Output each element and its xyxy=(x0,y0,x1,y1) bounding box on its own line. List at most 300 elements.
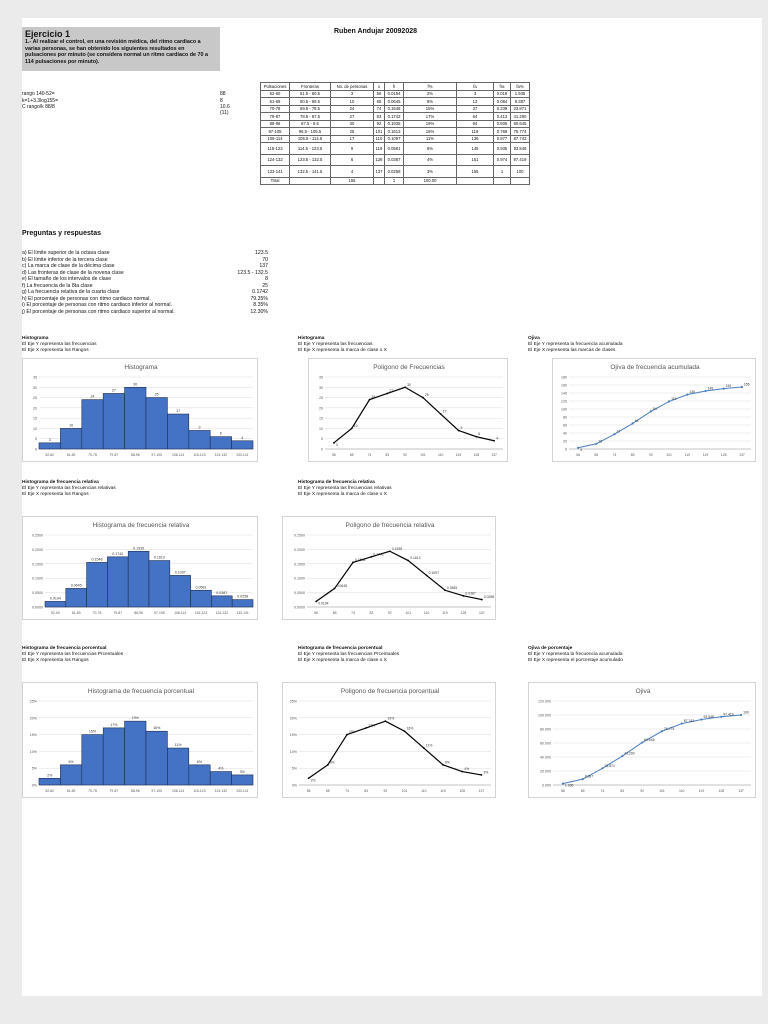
chart-heading-title: Histograma xyxy=(298,336,325,341)
qa-question: h) El porcentaje de personas con ritmo cardiaco normal. xyxy=(22,295,151,302)
chart-heading-title: Histograma de frecuencia porcentual xyxy=(298,646,383,651)
x-tick-label: 61-69 xyxy=(66,453,76,457)
table-cell: 83 xyxy=(374,113,385,121)
x-tick-label: 137 xyxy=(478,789,485,793)
data-label: 27 xyxy=(111,388,116,393)
y-tick-label: 160 xyxy=(561,383,567,388)
data-point xyxy=(740,714,742,716)
x-tick-label: 133-141 xyxy=(236,453,249,457)
data-point xyxy=(334,588,336,590)
chart-heading xyxy=(22,646,123,664)
x-tick-label: 70-78 xyxy=(88,453,97,457)
data-label: 3% xyxy=(483,770,489,775)
y-tick-label: 5% xyxy=(291,766,297,771)
chart-heading xyxy=(528,646,623,664)
x-tick-label: 101 xyxy=(420,453,426,457)
x-tick-label: 88-96 xyxy=(130,453,140,457)
bar xyxy=(45,601,66,607)
y-tick-label: 0.1000 xyxy=(294,576,305,581)
table-cell: 78.5 - 87.5 xyxy=(290,113,331,121)
table-cell: 16% xyxy=(404,128,457,136)
x-tick-label: 119 xyxy=(702,453,709,457)
y-tick-label: 0.1500 xyxy=(32,562,43,567)
table-cell: 24 xyxy=(331,105,374,113)
table-cell: 0.606 xyxy=(494,120,511,128)
data-label: 0.0645 xyxy=(70,583,82,588)
table-cell: 0.084 xyxy=(494,98,511,106)
table-row xyxy=(261,105,530,113)
chart-svg xyxy=(283,683,497,799)
calc-row: C rango/k 88/8 10.6 (11) xyxy=(22,104,230,116)
y-tick-label: 10 xyxy=(33,426,37,431)
data-label: 0.1613 xyxy=(153,555,165,560)
x-tick-label: 106-114 xyxy=(171,453,185,457)
y-tick-label: 0.000 xyxy=(542,783,551,788)
bar xyxy=(82,400,103,449)
data-label: 41.290 xyxy=(624,751,635,756)
table-cell: 11% xyxy=(404,135,457,143)
qa-question: c) La marca de clase de la décima clase xyxy=(22,263,115,269)
x-tick-label: 92 xyxy=(640,789,644,793)
chart-heading-title: Histograma xyxy=(22,336,49,341)
table-cell: 0.974 xyxy=(494,154,511,166)
chart-heading-y: El Eje Y representa las frecuencias xyxy=(22,342,97,347)
data-label: 27 xyxy=(389,388,394,393)
chart-title: Poligono de Frecuencias xyxy=(373,364,445,371)
calc-row: k=1+3.3log155= 8 xyxy=(22,97,223,104)
data-label: 0.0581 xyxy=(195,585,207,590)
data-label: 9 xyxy=(460,425,463,430)
y-tick-label: 25 xyxy=(33,396,37,401)
data-point xyxy=(404,730,406,732)
chart-svg xyxy=(23,359,259,463)
chart-heading xyxy=(298,336,387,354)
x-tick-label: 124-132 xyxy=(214,453,228,457)
x-tick-label: 97-105 xyxy=(151,453,162,457)
data-point xyxy=(440,413,442,415)
table-cell: 87.742 xyxy=(511,135,530,143)
data-label: 6% xyxy=(329,760,335,765)
x-tick-label: 101 xyxy=(401,789,408,793)
x-tick-label: 65 xyxy=(580,789,585,793)
table-cell: 119 xyxy=(457,128,494,136)
data-label: 0.0258 xyxy=(483,595,495,600)
table-cell: 137 xyxy=(374,166,385,178)
table-cell: 9 xyxy=(331,143,374,155)
qa-question: f) La frecuencia de la 8ta clase xyxy=(22,282,93,289)
chart-heading xyxy=(298,646,399,664)
chart-heading-x: El Eje X representa los Rangos xyxy=(22,348,89,353)
data-label: 0.1935 xyxy=(391,546,403,551)
data-label: 10 xyxy=(353,423,358,428)
chart-heading-x: El Eje X representa la marca de clase o X xyxy=(298,348,387,353)
chart-heading-y: El Eje Y representa las frecuencias Prcentuales xyxy=(22,652,124,657)
x-tick-label: 61-69 xyxy=(71,611,81,615)
bar xyxy=(82,735,103,785)
bar xyxy=(146,731,167,785)
y-tick-label: 35 xyxy=(33,375,37,380)
qa-question: a) El límite superior de la octava clase xyxy=(22,250,110,256)
bar xyxy=(103,728,124,785)
data-point xyxy=(352,562,354,564)
spreadsheet-page xyxy=(22,18,762,996)
data-label: 13 xyxy=(598,439,603,444)
x-tick-label: 79-87 xyxy=(113,611,123,615)
x-tick-label: 56 xyxy=(306,789,311,793)
y-tick-label: 0.0500 xyxy=(294,591,305,596)
y-tick-label: 10% xyxy=(29,749,37,754)
chart-5 xyxy=(282,516,496,620)
chart-3 xyxy=(552,358,756,462)
data-label: 37 xyxy=(616,429,621,434)
table-cell: 13 xyxy=(457,98,494,106)
y-tick-label: 5% xyxy=(31,766,37,771)
table-cell: 61-69 xyxy=(261,98,290,106)
data-point xyxy=(704,390,706,392)
y-tick-label: 0% xyxy=(31,783,37,788)
data-point xyxy=(493,440,495,442)
y-tick-label: 0.0000 xyxy=(294,605,305,610)
y-tick-label: 5 xyxy=(35,437,37,442)
table-cell: 115-123 xyxy=(261,143,290,155)
table-header: fa% xyxy=(511,83,530,91)
chart-svg xyxy=(283,517,497,621)
table-cell: 0.019 xyxy=(494,90,511,98)
table-total-row xyxy=(261,177,530,185)
data-label: 136 xyxy=(689,390,695,395)
qa-answer: 70 xyxy=(262,256,268,263)
x-tick-label: 137 xyxy=(738,789,744,793)
chart-heading-title: Histograma de frecuencia relativa xyxy=(22,480,99,485)
data-label: 6% xyxy=(445,760,450,765)
x-tick-label: 115-123 xyxy=(193,789,206,793)
data-label: 19% xyxy=(387,716,395,721)
series-line xyxy=(316,551,482,601)
x-tick-label: 128 xyxy=(459,789,466,793)
data-point xyxy=(700,718,702,720)
table-cell: 64 xyxy=(457,113,494,121)
chart-heading-title: Histograma de frecuencia porcentual xyxy=(22,646,107,651)
y-tick-label: 80 xyxy=(563,415,567,420)
table-cell: 27 xyxy=(331,113,374,121)
table-row xyxy=(261,98,530,106)
table-cell: 8.387 xyxy=(511,98,530,106)
table-cell: 69.5 - 78.5 xyxy=(290,105,331,113)
chart-title: Poligono de frecuencia porcentual xyxy=(340,688,440,695)
table-cell: 17 xyxy=(331,135,374,143)
bar xyxy=(211,596,232,607)
x-tick-label: 65 xyxy=(325,789,330,793)
table-cell: 105.5 - 114.5 xyxy=(290,135,331,143)
chart-title: Ojiva de frecuencia acumulada xyxy=(610,364,700,371)
data-label: 0.0258 xyxy=(237,594,249,599)
chart-svg xyxy=(553,359,757,463)
x-tick-label: 110 xyxy=(421,789,427,793)
data-point xyxy=(562,783,564,785)
data-point xyxy=(458,430,460,432)
exercise-header xyxy=(22,27,220,71)
x-tick-label: 110 xyxy=(423,611,430,615)
table-cell: 136 xyxy=(457,135,494,143)
bar xyxy=(191,590,212,607)
chart-heading-x: El Eje X representa las marcas de clases xyxy=(528,348,616,353)
bar xyxy=(103,393,124,449)
data-point xyxy=(577,447,579,449)
table-cell: 37 xyxy=(457,105,494,113)
data-point xyxy=(720,716,722,718)
bar xyxy=(66,588,87,607)
table-cell: 100 xyxy=(511,166,530,178)
x-tick-label: 92 xyxy=(383,789,388,793)
data-label: 0.1613 xyxy=(410,556,421,561)
table-cell: 110 xyxy=(374,135,385,143)
x-tick-label: 65 xyxy=(332,611,337,615)
data-point xyxy=(423,747,425,749)
chart-heading xyxy=(22,336,96,354)
table-cell: 155 xyxy=(457,166,494,178)
table-cell: 0.0258 xyxy=(385,166,404,178)
table-cell: 25 xyxy=(331,128,374,136)
y-tick-label: 0.2500 xyxy=(294,533,305,538)
y-tick-label: 5 xyxy=(321,437,323,442)
data-point xyxy=(621,755,623,757)
table-cell: 0.0645 xyxy=(385,98,404,106)
table-row xyxy=(261,135,530,143)
table-cell xyxy=(494,177,511,185)
data-point xyxy=(461,771,463,773)
bar xyxy=(39,778,60,785)
table-cell: 17% xyxy=(404,113,457,121)
table-cell: 123.5 - 132.5 xyxy=(290,154,331,166)
data-label: 2% xyxy=(310,778,316,783)
table-cell: 3% xyxy=(404,166,457,178)
table-cell: 97.419 xyxy=(511,154,530,166)
y-tick-label: 10% xyxy=(289,749,297,754)
qa-answer: 137 xyxy=(259,263,268,269)
table-cell: 0.1613 xyxy=(385,128,404,136)
chart-heading-y: El Eje Y representa la frecuencia acumulada xyxy=(528,652,623,657)
table-cell: 106-114 xyxy=(261,135,290,143)
data-label: 24 xyxy=(371,395,376,400)
x-tick-label: 83 xyxy=(385,453,390,457)
y-tick-label: 120.000 xyxy=(538,699,551,704)
chart-heading-title: Histograma de frecuencia relativa xyxy=(298,480,375,485)
x-tick-label: 137 xyxy=(478,611,485,615)
table-cell: 4% xyxy=(404,154,457,166)
data-point xyxy=(444,589,446,591)
data-label: 3 xyxy=(335,442,338,447)
table-cell: 56 xyxy=(374,90,385,98)
data-point xyxy=(407,560,409,562)
calc-row: rango 140-52= 88 xyxy=(22,91,226,97)
table-cell: Total xyxy=(261,177,290,185)
y-tick-label: 180 xyxy=(561,375,567,380)
chart-svg xyxy=(23,683,259,799)
data-label: 3 xyxy=(580,447,582,452)
bar xyxy=(107,557,128,607)
bar xyxy=(125,721,146,785)
chart-svg xyxy=(23,517,259,621)
y-tick-label: 25 xyxy=(319,396,323,401)
table-row xyxy=(261,128,530,136)
data-label: 6 xyxy=(219,431,222,436)
y-tick-label: 15% xyxy=(289,733,297,738)
y-tick-label: 35 xyxy=(319,375,323,380)
table-cell: 0.1935 xyxy=(385,120,404,128)
x-tick-label: 110 xyxy=(678,789,685,793)
data-label: 87.742 xyxy=(683,719,695,724)
table-header: No. de personas xyxy=(331,83,374,91)
y-tick-label: 30 xyxy=(319,385,323,390)
data-label: 4 xyxy=(241,435,244,440)
table-row xyxy=(261,143,530,155)
table-cell: 79-87 xyxy=(261,113,290,121)
data-point xyxy=(371,556,373,558)
data-label: 17 xyxy=(442,409,447,414)
table-cell: 51.5 - 60.5 xyxy=(290,90,331,98)
table-cell: 145 xyxy=(457,143,494,155)
data-point xyxy=(346,734,348,736)
bar xyxy=(232,600,253,607)
table-cell: 114.5 - 123.5 xyxy=(290,143,331,155)
x-tick-label: 115-123 xyxy=(194,611,208,615)
qa-question: b) El límite inferior de la tercera clase xyxy=(22,256,108,263)
bar xyxy=(189,430,210,449)
data-label: 10 xyxy=(69,423,74,428)
bar xyxy=(170,575,191,607)
x-tick-label: 119 xyxy=(442,611,448,615)
data-point xyxy=(422,397,424,399)
x-tick-label: 128 xyxy=(473,453,480,457)
data-label: 16% xyxy=(153,726,161,731)
data-point xyxy=(481,599,483,601)
data-label: 0.1548 xyxy=(355,557,366,562)
table-cell: 10 xyxy=(331,98,374,106)
data-label: 1.935 xyxy=(564,783,574,788)
data-point xyxy=(582,778,584,780)
data-point xyxy=(369,399,371,401)
data-label: 0.1548 xyxy=(91,557,103,562)
x-tick-label: 65 xyxy=(349,453,354,457)
table-cell: 74 xyxy=(374,105,385,113)
table-cell: 92 xyxy=(374,120,385,128)
data-label: 0.1742 xyxy=(112,551,124,556)
data-label: 76.774 xyxy=(663,726,675,731)
bar xyxy=(189,765,210,785)
table-cell: 155 xyxy=(331,177,374,185)
y-tick-label: 40 xyxy=(563,431,567,436)
x-tick-label: 74 xyxy=(345,789,349,793)
chart-heading xyxy=(22,480,116,498)
table-cell: 97-105 xyxy=(261,128,290,136)
data-point xyxy=(327,764,329,766)
table-cell: 0.1742 xyxy=(385,113,404,121)
data-label: 94 xyxy=(652,406,657,411)
chart-heading-y: El Eje Y representa las frecuencias Prcentuales xyxy=(298,652,400,657)
series-line xyxy=(309,721,482,778)
x-tick-label: 74 xyxy=(367,453,372,457)
table-cell: 0.239 xyxy=(494,105,511,113)
chart-heading xyxy=(298,480,392,498)
bar xyxy=(60,765,81,785)
x-tick-label: 92 xyxy=(649,453,653,457)
data-label: 4% xyxy=(464,767,470,772)
data-point xyxy=(681,722,683,724)
data-point xyxy=(668,400,670,402)
table-cell: 100.00 xyxy=(404,177,457,185)
table-header: fra xyxy=(494,83,511,91)
chart-6 xyxy=(22,682,258,798)
y-tick-label: 60.000 xyxy=(540,741,551,746)
table-cell: 76.774 xyxy=(511,128,530,136)
y-tick-label: 0.2500 xyxy=(32,533,43,538)
data-point xyxy=(650,410,652,412)
data-label: 2% xyxy=(47,773,53,778)
y-tick-label: 140 xyxy=(561,391,567,396)
x-tick-label: 124-132 xyxy=(215,611,229,615)
x-tick-label: 128 xyxy=(460,611,467,615)
data-label: 30 xyxy=(133,382,138,387)
data-label: 15% xyxy=(349,730,356,735)
chart-heading-x: El Eje X representa la marca de clase o X xyxy=(298,492,387,497)
chart-heading-x: El Eje X representa la marca de clase o X xyxy=(298,658,387,663)
x-tick-label: 110 xyxy=(684,453,691,457)
x-tick-label: 88-96 xyxy=(130,789,140,793)
y-tick-label: 15% xyxy=(29,733,37,738)
series-line xyxy=(334,387,494,443)
data-label: 155 xyxy=(743,382,750,387)
table-cell: 93.548 xyxy=(511,143,530,155)
x-tick-label: 83 xyxy=(620,789,625,793)
y-tick-label: 0 xyxy=(35,447,37,452)
data-point xyxy=(601,767,603,769)
chart-heading-y: El Eje Y representa la frecuencia acumulada xyxy=(528,342,623,347)
table-cell: 0.0387 xyxy=(385,154,404,166)
x-tick-label: 106-114 xyxy=(174,611,187,615)
y-tick-label: 25% xyxy=(289,699,297,704)
chart-7 xyxy=(282,682,496,798)
bar xyxy=(146,398,167,449)
chart-svg xyxy=(309,359,509,463)
y-tick-label: 0.0500 xyxy=(32,591,43,596)
data-point xyxy=(404,386,406,388)
qa-question: e) El tamaño de los intervalos de clase xyxy=(22,276,112,282)
table-cell xyxy=(457,177,494,185)
y-tick-label: 10 xyxy=(319,426,323,431)
table-cell: 94 xyxy=(457,120,494,128)
x-tick-label: 92 xyxy=(387,611,392,615)
data-label: 25 xyxy=(424,393,429,398)
table-header: fa xyxy=(457,83,494,91)
x-tick-label: 79-87 xyxy=(109,453,119,457)
table-cell: 70-78 xyxy=(261,105,290,113)
table-cell: 0.768 xyxy=(494,128,511,136)
x-tick-label: 119 xyxy=(440,789,446,793)
data-point xyxy=(632,422,634,424)
y-tick-label: 30 xyxy=(33,385,37,390)
qa-question: j) El porcentaje de personas con ritmo cardiaco superior al normal. xyxy=(22,308,175,315)
bar xyxy=(128,551,149,607)
x-tick-label: 56 xyxy=(561,789,565,793)
x-tick-label: 61-69 xyxy=(66,789,76,793)
y-tick-label: 0% xyxy=(291,783,297,788)
table-cell: 65 xyxy=(374,98,385,106)
chart-title: Poligono de frecuencia relativa xyxy=(345,522,435,529)
table-cell: 88-96 xyxy=(261,120,290,128)
data-label: 9 xyxy=(198,425,201,430)
x-tick-label: 92 xyxy=(403,453,407,457)
data-point xyxy=(475,436,477,438)
